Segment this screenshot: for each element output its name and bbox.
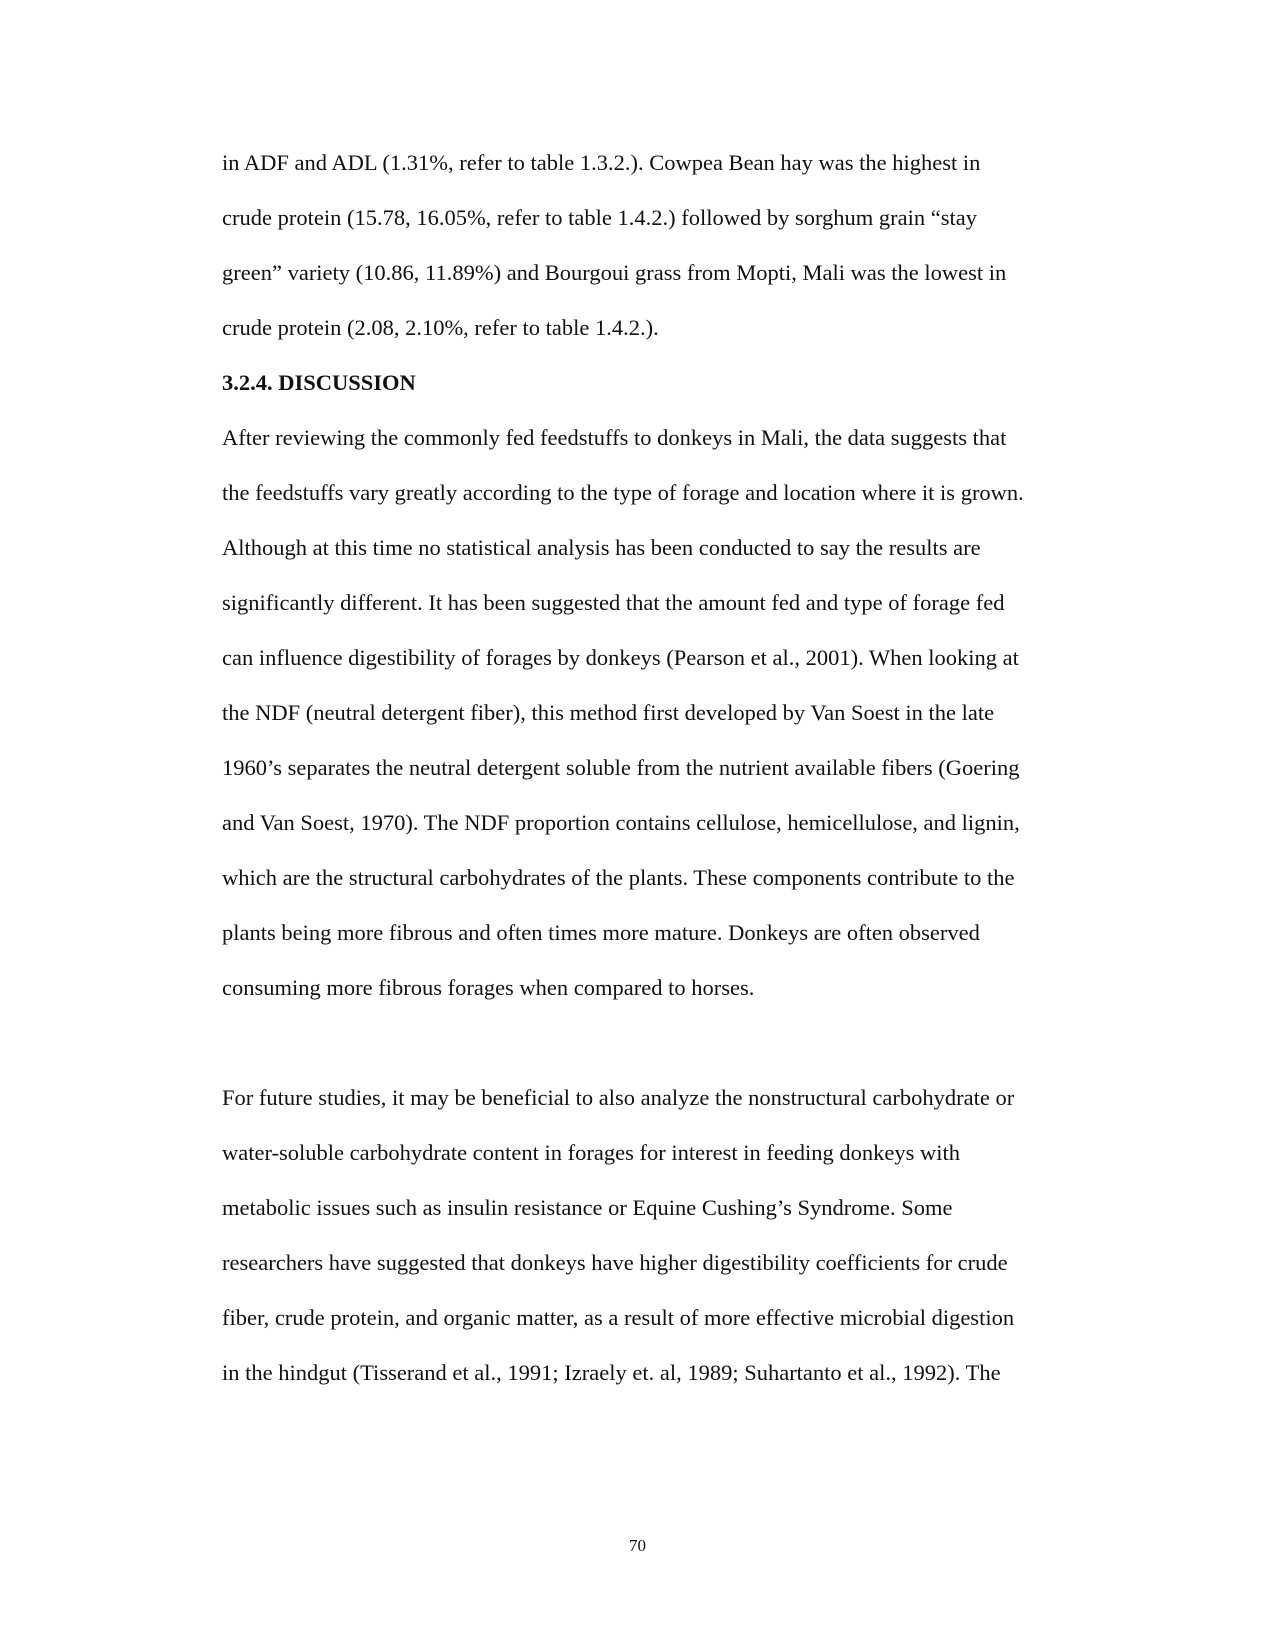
page-number: 70 xyxy=(629,1536,646,1555)
paragraph-2-line: consuming more fibrous forages when compared to horses. xyxy=(222,975,755,1000)
paragraph-2-line: the feedstuffs vary greatly according to the type of forage and location where it is grown. xyxy=(222,480,1024,505)
paragraph-1-line: green” variety (10.86, 11.89%) and Bourgoui grass from Mopti, Mali was the lowest in xyxy=(222,260,1007,285)
section-heading: 3.2.4. DISCUSSION xyxy=(222,370,416,395)
paragraph-2-line: 1960’s separates the neutral detergent soluble from the nutrient available fibers (Goering xyxy=(222,755,1020,780)
paragraph-3-line: fiber, crude protein, and organic matter, as a result of more effective microbial digestion xyxy=(222,1305,1015,1330)
paragraph-2-line: can influence digestibility of forages by donkeys (Pearson et al., 2001). When looking at xyxy=(222,645,1019,670)
paragraph-2-line: plants being more fibrous and often times more mature. Donkeys are often observed xyxy=(222,920,980,945)
paragraph-3-line: metabolic issues such as insulin resistance or Equine Cushing’s Syndrome. Some xyxy=(222,1195,953,1220)
paragraph-2-line: Although at this time no statistical analysis has been conducted to say the results are xyxy=(222,535,981,560)
paragraph-3-line: For future studies, it may be beneficial to also analyze the nonstructural carbohydrate or xyxy=(222,1085,1015,1110)
paragraph-1-line: in ADF and ADL (1.31%, refer to table 1.3.2.). Cowpea Bean hay was the highest in xyxy=(222,150,981,175)
paragraph-3-line: researchers have suggested that donkeys have higher digestibility coefficients for crude xyxy=(222,1250,1008,1275)
paragraph-2-line: and Van Soest, 1970). The NDF proportion contains cellulose, hemicellulose, and lignin, xyxy=(222,810,1020,835)
paragraph-3-line: in the hindgut (Tisserand et al., 1991; Izraely et. al, 1989; Suhartanto et al., 1992). The xyxy=(222,1360,1001,1385)
paragraph-2-line: the NDF (neutral detergent fiber), this method first developed by Van Soest in the late xyxy=(222,700,995,725)
paragraph-2-line: which are the structural carbohydrates of the plants. These components contribute to the xyxy=(222,865,1015,890)
paragraph-1-line: crude protein (2.08, 2.10%, refer to table 1.4.2.). xyxy=(222,315,659,340)
paragraph-3-line: water-soluble carbohydrate content in forages for interest in feeding donkeys with xyxy=(222,1140,961,1165)
paragraph-1-line: crude protein (15.78, 16.05%, refer to table 1.4.2.) followed by sorghum grain “stay xyxy=(222,205,978,230)
paragraph-2-line: significantly different. It has been suggested that the amount fed and type of forage fed xyxy=(222,590,1005,615)
paragraph-2-line: After reviewing the commonly fed feedstuffs to donkeys in Mali, the data suggests that xyxy=(222,425,1007,450)
